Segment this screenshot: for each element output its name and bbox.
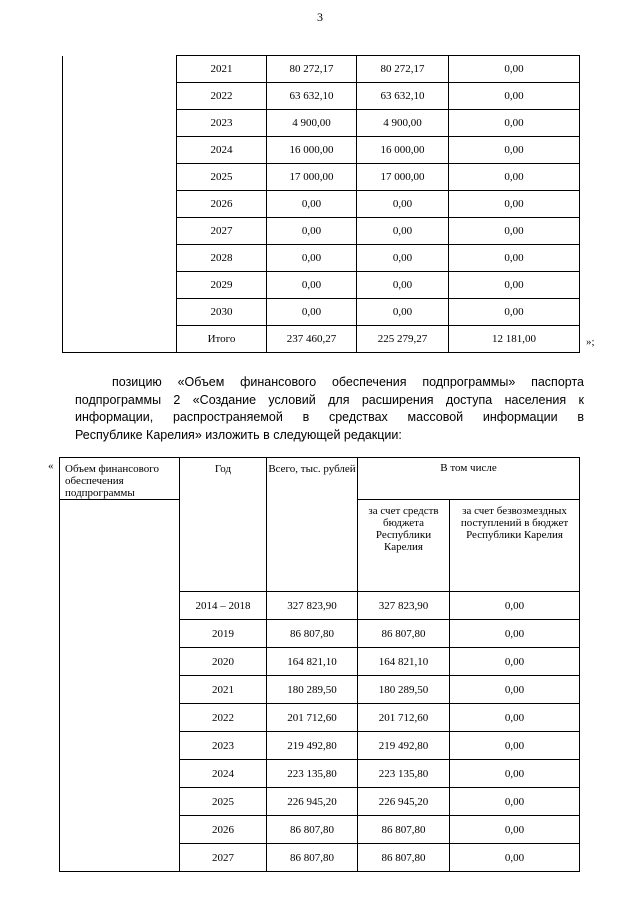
total-cell: 223 135,80 <box>267 760 358 788</box>
total-cell: 17 000,00 <box>267 164 357 191</box>
bottom-financing-table <box>59 457 580 872</box>
other-cell: 0,00 <box>449 83 580 110</box>
year-cell: 2024 <box>177 137 267 164</box>
paragraph-line-2: подпрограммы 2 «Создание условий для расширения доступа населения к <box>75 392 584 407</box>
total-cell: 16 000,00 <box>267 137 357 164</box>
total-cell: 86 807,80 <box>267 620 358 648</box>
header-year-cell: Год <box>180 458 267 592</box>
other-cell: 0,00 <box>449 191 580 218</box>
year-cell: 2025 <box>180 788 267 816</box>
year-cell: 2026 <box>177 191 267 218</box>
total-cell: 164 821,10 <box>267 648 358 676</box>
total-cell: 327 823,90 <box>267 592 358 620</box>
total-cell: 180 289,50 <box>267 676 358 704</box>
top-table-body <box>63 56 580 353</box>
other-cell: 0,00 <box>449 299 580 326</box>
total-cell: 0,00 <box>267 191 357 218</box>
header-republic-cell: за счет средств бюджета Республики Карелия <box>358 500 450 592</box>
year-cell: 2023 <box>177 110 267 137</box>
republic-cell: 327 823,90 <box>358 592 450 620</box>
top-first-column <box>63 56 177 353</box>
header-row-1 <box>60 458 580 500</box>
total-cell: 237 460,27 <box>267 326 357 353</box>
republic-cell: 180 289,50 <box>358 676 450 704</box>
total-cell: 226 945,20 <box>267 788 358 816</box>
paragraph-line-1: позицию «Объем финансового обеспечения подпрограммы» паспорта <box>112 375 584 389</box>
amendment-paragraph <box>75 374 584 444</box>
other-cell: 0,00 <box>449 272 580 299</box>
other-cell: 0,00 <box>450 620 580 648</box>
header-total-cell: Всего, тыс. рублей <box>267 458 358 592</box>
republic-cell: 17 000,00 <box>357 164 449 191</box>
republic-cell: 86 807,80 <box>358 844 450 872</box>
other-cell: 0,00 <box>450 648 580 676</box>
republic-cell: 225 279,27 <box>357 326 449 353</box>
bottom-first-column <box>60 500 180 872</box>
year-cell: 2028 <box>177 245 267 272</box>
other-cell: 0,00 <box>449 164 580 191</box>
other-cell: 0,00 <box>450 732 580 760</box>
other-cell: 0,00 <box>449 110 580 137</box>
other-cell: 0,00 <box>449 218 580 245</box>
republic-cell: 0,00 <box>357 191 449 218</box>
total-cell: 4 900,00 <box>267 110 357 137</box>
republic-cell: 0,00 <box>357 299 449 326</box>
republic-cell: 226 945,20 <box>358 788 450 816</box>
header-including-cell: В том числе <box>358 458 580 500</box>
year-cell: 2024 <box>180 760 267 788</box>
paragraph-line-3: информации, распространяемой в средствах массовой информации в <box>75 410 584 424</box>
other-cell: 0,00 <box>450 592 580 620</box>
republic-cell: 63 632,10 <box>357 83 449 110</box>
other-cell: 12 181,00 <box>449 326 580 353</box>
republic-cell: 0,00 <box>357 272 449 299</box>
total-cell: 219 492,80 <box>267 732 358 760</box>
header-other-cell: за счет безвозмездных поступлений в бюджет Республики Карелия <box>450 500 580 592</box>
total-cell: 0,00 <box>267 245 357 272</box>
republic-cell: 223 135,80 <box>358 760 450 788</box>
top-financing-table <box>62 55 580 353</box>
total-cell: 80 272,17 <box>267 56 357 83</box>
year-cell: 2022 <box>180 704 267 732</box>
year-cell: Итого <box>177 326 267 353</box>
other-cell: 0,00 <box>450 844 580 872</box>
republic-cell: 201 712,60 <box>358 704 450 732</box>
total-cell: 0,00 <box>267 218 357 245</box>
other-cell: 0,00 <box>449 137 580 164</box>
year-cell: 2029 <box>177 272 267 299</box>
year-cell: 2026 <box>180 816 267 844</box>
table-row <box>63 56 580 83</box>
year-cell: 2027 <box>180 844 267 872</box>
paragraph-line-4: Республике Карелия» изложить в следующей редакции: <box>75 427 402 442</box>
republic-cell: 80 272,17 <box>357 56 449 83</box>
year-cell: 2019 <box>180 620 267 648</box>
other-cell: 0,00 <box>450 816 580 844</box>
total-cell: 86 807,80 <box>267 816 358 844</box>
total-cell: 201 712,60 <box>267 704 358 732</box>
total-cell: 0,00 <box>267 272 357 299</box>
other-cell: 0,00 <box>450 788 580 816</box>
year-cell: 2021 <box>177 56 267 83</box>
page-number: 3 <box>317 10 323 24</box>
bottom-table-body <box>60 458 580 872</box>
year-cell: 2023 <box>180 732 267 760</box>
republic-cell: 4 900,00 <box>357 110 449 137</box>
other-cell: 0,00 <box>449 245 580 272</box>
year-cell: 2020 <box>180 648 267 676</box>
republic-cell: 164 821,10 <box>358 648 450 676</box>
other-cell: 0,00 <box>450 676 580 704</box>
republic-cell: 219 492,80 <box>358 732 450 760</box>
year-cell: 2021 <box>180 676 267 704</box>
republic-cell: 86 807,80 <box>358 816 450 844</box>
total-cell: 63 632,10 <box>267 83 357 110</box>
republic-cell: 0,00 <box>357 245 449 272</box>
opening-quote-mark: « <box>48 460 54 472</box>
year-cell: 2025 <box>177 164 267 191</box>
other-cell: 0,00 <box>450 704 580 732</box>
republic-cell: 86 807,80 <box>358 620 450 648</box>
republic-cell: 0,00 <box>357 218 449 245</box>
total-cell: 86 807,80 <box>267 844 358 872</box>
other-cell: 0,00 <box>449 56 580 83</box>
year-cell: 2014 – 2018 <box>180 592 267 620</box>
header-name-cell: Объем финансового обеспечения подпрограммы <box>60 458 180 500</box>
other-cell: 0,00 <box>450 760 580 788</box>
year-cell: 2027 <box>177 218 267 245</box>
year-cell: 2030 <box>177 299 267 326</box>
year-cell: 2022 <box>177 83 267 110</box>
closing-quote-mark: »; <box>586 336 595 348</box>
total-cell: 0,00 <box>267 299 357 326</box>
republic-cell: 16 000,00 <box>357 137 449 164</box>
